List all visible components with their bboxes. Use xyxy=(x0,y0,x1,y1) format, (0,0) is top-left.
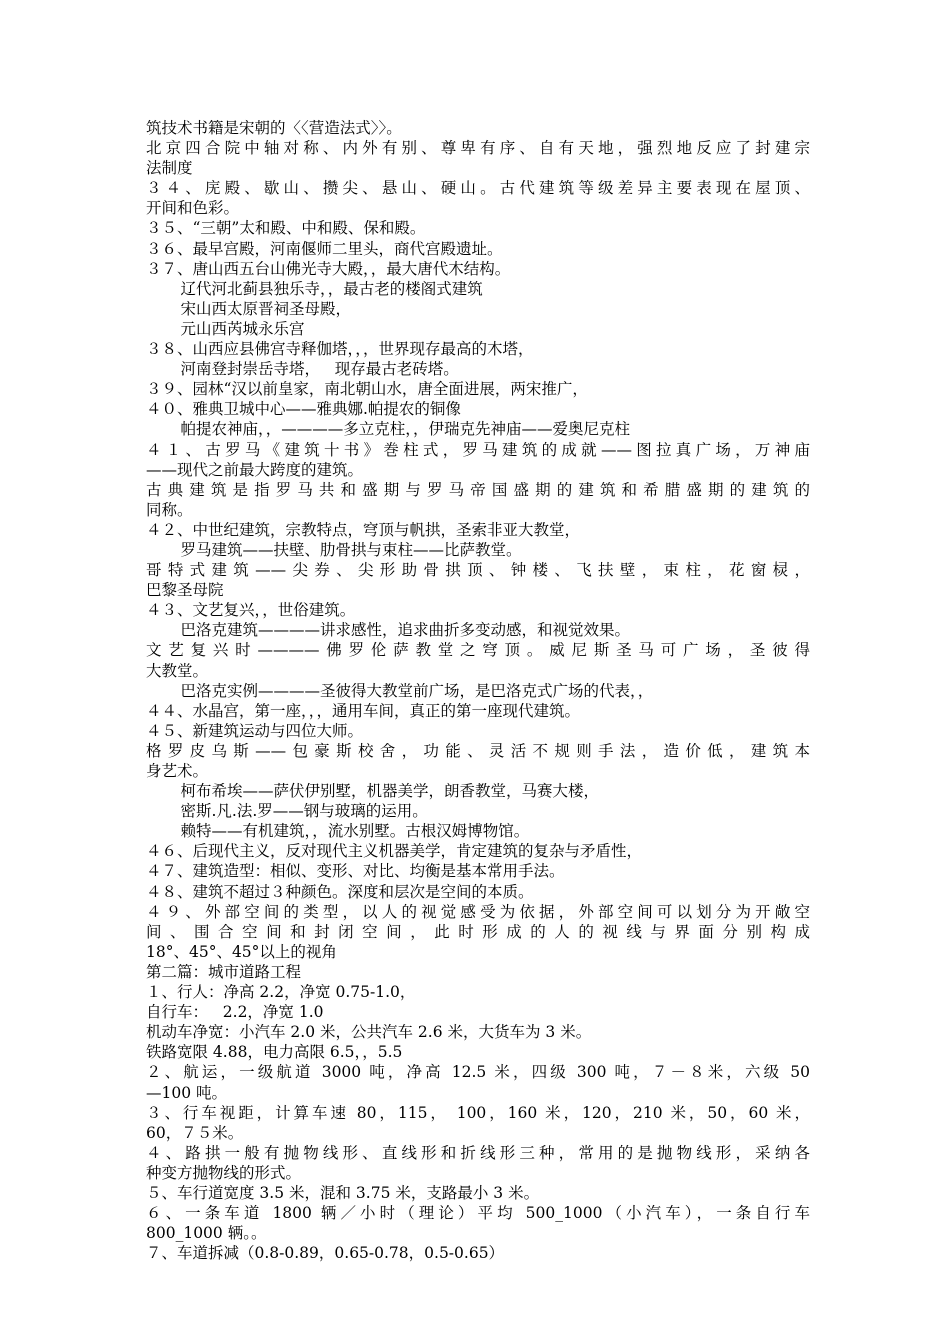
text-line: ６、一条车道 1800 辆／小时（理论）平均 500_1000（小汽车），一条自行车 xyxy=(146,1204,810,1223)
text-line: 18°、45°、45°以上的视角 xyxy=(146,942,337,961)
text-line: 元山西芮城永乐宫 xyxy=(146,319,305,338)
text-line: ７、车道拆减（0.8-0.89，0.65-0.78，0.5-0.65） xyxy=(146,1244,505,1263)
text-line: 河南登封崇岳寺塔， 现存最古老砖塔。 xyxy=(146,360,459,379)
text-line: １、行人：净高 2.2，净宽 0.75-1.0， xyxy=(146,983,416,1002)
text-line: —100 吨。 xyxy=(146,1083,228,1102)
text-line: 巴黎圣母院 xyxy=(146,581,224,600)
text-line: ３７、唐山西五台山佛光寺大殿，，最大唐代木结构。 xyxy=(146,259,511,278)
text-line: 格罗皮乌斯——包豪斯校舍，功能、灵活不规则手法，造价低，建筑本 xyxy=(146,741,810,760)
text-line: 罗马建筑——扶壁、肋骨拱与束柱——比萨教堂。 xyxy=(146,540,522,559)
text-line: ４１、古罗马《建筑十书》巻柱式，罗马建筑的成就——图拉真广场，万神庙 xyxy=(146,440,810,459)
text-line: 大教堂。 xyxy=(146,661,209,680)
text-line: ３６、最早宫殿，河南偃师二里头，商代宫殿遗址。 xyxy=(146,239,503,258)
text-line: 机动车净宽：小汽车 2.0 米，公共汽车 2.6 米，大货车为 3 米。 xyxy=(146,1023,592,1042)
text-line: 古典建筑是指罗马共和盛期与罗马帝国盛期的建筑和希腊盛期的建筑的 xyxy=(146,480,810,499)
text-line: ４２、中世纪建筑，宗教特点，穹顶与帆拱，圣索非亚大教堂， xyxy=(146,520,581,539)
text-line: ３、行车视距，计算车速 80，115， 100，160 米，120，210 米，50，60 米， xyxy=(146,1103,810,1122)
text-line: 800_1000 辆。。 xyxy=(146,1224,267,1243)
text-line: 北京四合院中轴对称、内外有别、尊卑有序、自有天地，强烈地反应了封建宗 xyxy=(146,139,810,158)
text-line: 筑技术书籍是宋朝的〈〈营造法式〉〉。 xyxy=(146,119,402,137)
text-line: ５、车行道宽度 3.5 米，混和 3.75 米，支路最小 3 米。 xyxy=(146,1183,540,1202)
text-line: 铁路宽限 4.88，电力高限 6.5，，5.5 xyxy=(146,1043,403,1062)
text-line: 法制度 xyxy=(146,159,193,178)
text-line: ——现代之前最大跨度的建筑。 xyxy=(146,460,364,479)
text-line: 同称。 xyxy=(146,500,193,519)
text-line: 身艺术。 xyxy=(146,762,209,780)
text-line: 巴洛克建筑————讲求感性，追求曲折多变动感，和视觉效果。 xyxy=(146,621,630,640)
text-line: 辽代河北蓟县独乐寺，，最古老的楼阁式建筑 xyxy=(146,279,483,298)
text-line: ４０、雅典卫城中心——雅典娜.帕提农的铜像 xyxy=(146,400,461,419)
text-line: 文艺复兴时————佛罗伦萨教堂之穹顶。威尼斯圣马可广场，圣彼得 xyxy=(146,641,810,660)
text-line: ４、路拱一般有抛物线形、直线形和折线形三种，常用的是抛物线形，采纳各 xyxy=(146,1143,810,1162)
text-line: ４３、文艺复兴，，世俗建筑。 xyxy=(146,601,356,620)
text-line: 密斯.凡.法.罗——钢与玻璃的运用。 xyxy=(146,802,428,821)
text-line: ３８、山西应县佛宫寺释伽塔，，，世界现存最高的木塔， xyxy=(146,340,534,359)
text-line: 种变方抛物线的形式。 xyxy=(146,1163,302,1182)
text-line: ４５、新建筑运动与四位大师。 xyxy=(146,721,364,740)
text-line: 自行车： 2.2，净宽 1.0 xyxy=(146,1003,324,1022)
text-line: ４４、水晶宫，第一座，，，通用车间，真正的第一座现代建筑。 xyxy=(146,701,581,720)
text-line: ２、航运，一级航道 3000 吨，净高 12.5 米，四级 300 吨，７－８米，六级 50 xyxy=(146,1063,810,1082)
document-page xyxy=(146,118,810,1263)
text-line: 开间和色彩。 xyxy=(146,199,240,218)
text-line: 60，７５米。 xyxy=(146,1123,244,1142)
text-line: ３４、庑殿、歇山、攒尖、悬山、硬山。古代建筑等级差异主要表现在屋顶、 xyxy=(146,179,810,198)
text-line: ３５、“三朝”太和殿、中和殿、保和殿。 xyxy=(146,219,426,238)
text-line: 赖特——有机建筑，，流水别墅。古根汉姆博物馆。 xyxy=(146,822,530,841)
text-line: 宋山西太原晋祠圣母殿， xyxy=(146,299,351,318)
text-line: 帕提农神庙，，————多立克柱，，伊瑞克先神庙——爱奥尼克柱 xyxy=(146,420,630,439)
text-line: 第二篇：城市道路工程 xyxy=(146,962,302,981)
text-line: ４６、后现代主义，反对现代主义机器美学，肯定建筑的复杂与矛盾性， xyxy=(146,842,643,861)
text-line: ４７、建筑造型：相似、变形、对比、均衡是基本常用手法。 xyxy=(146,862,565,881)
text-line: ４８、建筑不超过３种颜色。深度和层次是空间的本质。 xyxy=(146,882,534,901)
text-line: 柯布希埃——萨伏伊别墅，机器美学，朗香教堂，马赛大楼， xyxy=(146,782,599,801)
text-line: 巴洛克实例————圣彼得大教堂前广场，是巴洛克式广场的代表，， xyxy=(146,681,654,700)
text-line: ４９、外部空间的类型，以人的视觉感受为依据，外部空间可以划分为开敞空 xyxy=(146,902,810,921)
text-line: ３９、园林“汉以前皇家，南北朝山水，唐全面进展，两宋推广， xyxy=(146,380,588,399)
text-line: 间、围合空间和封闭空间，此时形成的人的视线与界面分别构成 xyxy=(146,922,810,941)
text-line: 哥特式建筑——尖券、尖形助骨拱顶、钟楼、飞扶壁，束柱，花窗棂， xyxy=(146,561,810,580)
